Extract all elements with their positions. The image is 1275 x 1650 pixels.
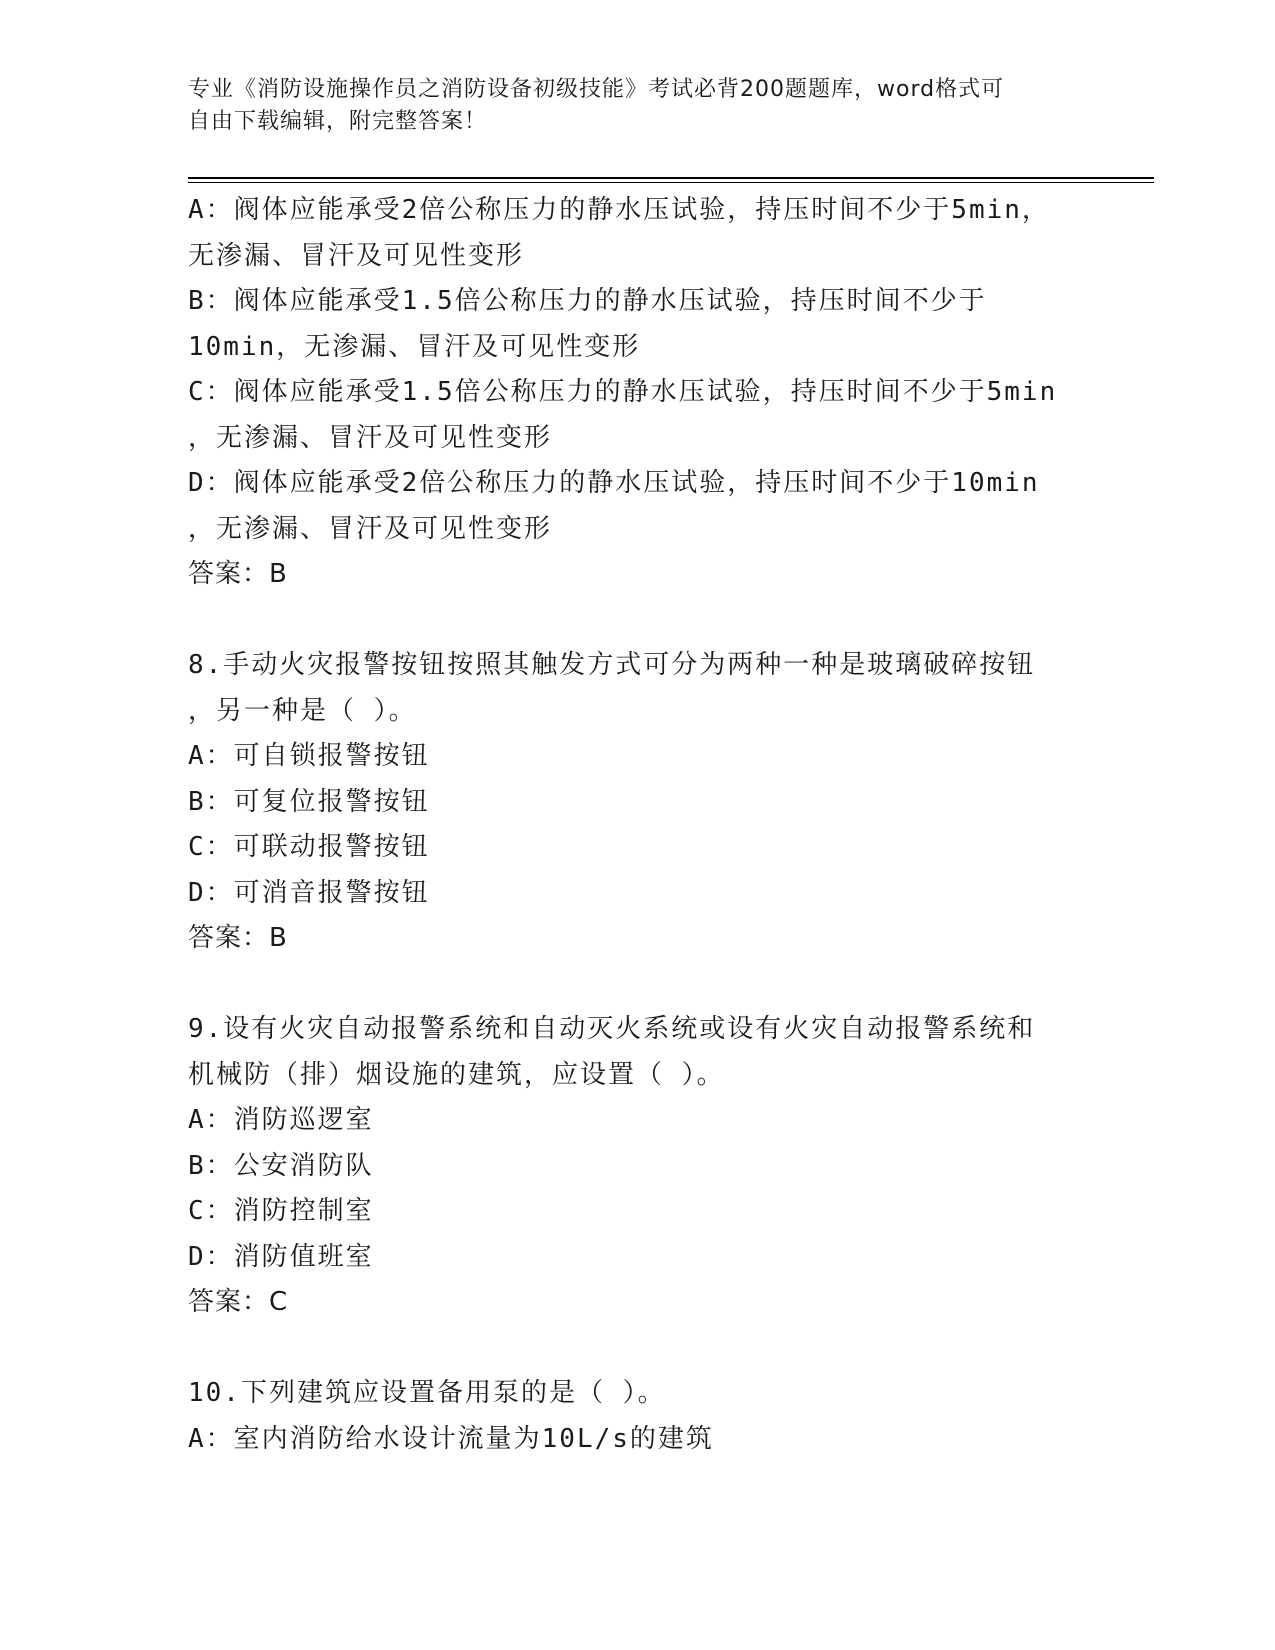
header-divider-thick — [188, 177, 1154, 179]
answer-9: 答案：C — [188, 1287, 289, 1317]
question-10-stem: 10.下列建筑应设置备用泵的是（ ）。 — [188, 1378, 666, 1408]
question-8-stem-line-2: ，另一种是（ ）。 — [188, 695, 417, 726]
question-content — [188, 188, 1088, 1462]
option-b: B：公安消防队 — [188, 1150, 374, 1181]
header-line-1: 专业《消防设施操作员之消防设备初级技能》考试必背200题题库，word格式可 — [188, 77, 1005, 102]
question-9-stem-line-2: 机械防（排）烟设施的建筑，应设置（ ）。 — [188, 1059, 725, 1090]
option-a: A：消防巡逻室 — [188, 1105, 374, 1135]
option-b-line-2: 10min，无渗漏、冒汗及可见性变形 — [188, 331, 641, 362]
option-c: C：消防控制室 — [188, 1196, 374, 1226]
option-d: D：可消音报警按钮 — [188, 877, 430, 908]
option-c-line-2: ，无渗漏、冒汗及可见性变形 — [188, 422, 553, 453]
option-c-line-1: C：阀体应能承受1.5倍公称压力的静水压试验，持压时间不少于5min — [188, 377, 1058, 407]
question-9 — [188, 1007, 1088, 1326]
option-d: D：消防值班室 — [188, 1241, 374, 1272]
document-header — [188, 74, 1068, 138]
option-a: A：室内消防给水设计流量为10L/s的建筑 — [188, 1423, 714, 1454]
header-divider-thin — [188, 182, 1154, 183]
question-8 — [188, 643, 1088, 962]
answer-8: 答案：B — [188, 923, 288, 953]
spacer — [188, 962, 1088, 1008]
option-a-line-2: 无渗漏、冒汗及可见性变形 — [188, 240, 525, 271]
question-8-stem-line-1: 8.手动火灾报警按钮按照其触发方式可分为两种一种是玻璃破碎按钮 — [188, 650, 1036, 680]
question-9-stem-line-1: 9.设有火灾自动报警系统和自动灭火系统或设有火灾自动报警系统和 — [188, 1014, 1036, 1044]
question-7-options — [188, 188, 1088, 598]
spacer — [188, 1326, 1088, 1372]
option-b-line-1: B：阀体应能承受1.5倍公称压力的静水压试验，持压时间不少于 — [188, 286, 987, 316]
spacer — [188, 598, 1088, 644]
header-line-2: 自由下载编辑，附完整答案！ — [188, 109, 488, 134]
option-b: B：可复位报警按钮 — [188, 786, 430, 817]
answer-7: 答案：B — [188, 559, 288, 589]
question-10 — [188, 1371, 1088, 1462]
option-d-line-1: D：阀体应能承受2倍公称压力的静水压试验，持压时间不少于10min — [188, 468, 1040, 498]
option-a-line-1: A：阀体应能承受2倍公称压力的静水压试验，持压时间不少于5min， — [188, 195, 1050, 225]
option-c: C：可联动报警按钮 — [188, 832, 430, 862]
option-a: A：可自锁报警按钮 — [188, 741, 430, 771]
option-d-line-2: ，无渗漏、冒汗及可见性变形 — [188, 513, 553, 544]
